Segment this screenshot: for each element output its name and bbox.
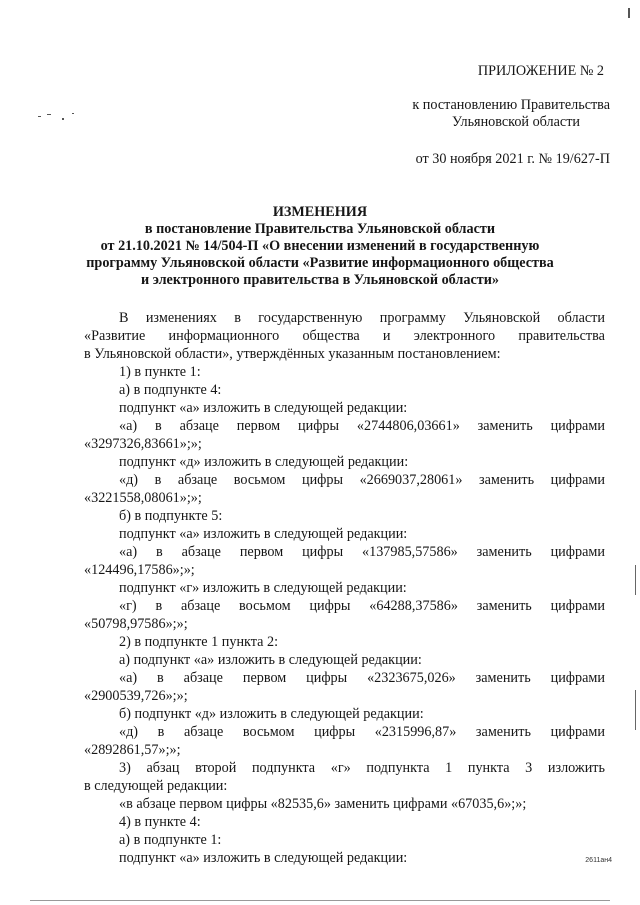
resolution-date-number: от 30 ноября 2021 г. № 19/627-П (415, 151, 610, 167)
scan-speck (38, 116, 41, 117)
word: «137985,57586» (362, 544, 458, 560)
doc-title: ИЗМЕНЕНИЯ (272, 204, 368, 220)
item-2b: б) подпункт «д» изложить в следующей редакции: (119, 706, 424, 722)
doc-subtitle-line1: в постановление Правительства Ульяновской области (144, 221, 496, 237)
word: в (154, 472, 162, 488)
item-3-line2: в следующей редакции: (84, 778, 228, 794)
doc-subtitle-line4: и электронного правительства в Ульяновской области» (140, 272, 500, 288)
item-1a-sub-a-text1 (119, 417, 605, 435)
item-1b-sub-g-text1 (119, 597, 605, 615)
word: «Развитие (84, 328, 146, 344)
word: цифры (309, 598, 351, 614)
item-2: 2) в подпункте 1 пункта 2: (119, 634, 279, 650)
item-1b-sub-g-text2: «50798,97586»;»; (84, 616, 188, 632)
intro-line3: в Ульяновской области», утверждённых указанным постановлением: (84, 346, 501, 362)
word: «64288,37586» (369, 598, 458, 614)
word: и (382, 328, 391, 344)
word: информационного (168, 328, 280, 344)
item-1b-sub-a: подпункт «а» изложить в следующей редакции: (119, 526, 408, 542)
item-1b: б) в подпункте 5: (119, 508, 223, 524)
word: абзац (146, 760, 180, 776)
word: в (157, 724, 165, 740)
word: абзаце (179, 418, 219, 434)
word: цифрами (550, 544, 605, 560)
word: Ульяновской (463, 310, 541, 326)
word: «а) (119, 670, 138, 686)
word: первом (242, 670, 287, 686)
word: изменениях (145, 310, 217, 326)
word: восьмом (233, 472, 286, 488)
word: цифры (298, 418, 340, 434)
item-1b-sub-a-text2: «124496,17586»;»; (84, 562, 195, 578)
word: пункта (467, 760, 510, 776)
word: «г» (330, 760, 351, 776)
item-2a-text2: «2900539,726»;»; (84, 688, 188, 704)
word: цифрами (550, 724, 605, 740)
word: заменить (476, 544, 532, 560)
word: цифры (314, 724, 356, 740)
scan-speck (47, 114, 51, 115)
appendix-label: ПРИЛОЖЕНИЕ № 2 (477, 63, 604, 79)
word: 1 (445, 760, 453, 776)
word: абзаце (181, 544, 221, 560)
word: «д) (119, 724, 139, 740)
word: В (119, 310, 129, 326)
word: «2669037,28061» (359, 472, 463, 488)
item-3-line1 (119, 759, 605, 777)
word: программу (379, 310, 446, 326)
word: восьмом (239, 598, 291, 614)
word: в (155, 598, 163, 614)
intro-line2 (84, 327, 605, 345)
scan-edge-mark (635, 565, 636, 595)
item-1a-sub-a: подпункт «а» изложить в следующей редакции: (119, 400, 408, 416)
word: 3 (525, 760, 533, 776)
footer-code: 2611ан4 (585, 857, 612, 864)
word: абзаце (183, 670, 223, 686)
word: в (155, 418, 162, 434)
word: заменить (475, 670, 531, 686)
item-4: 4) в пункте 4: (119, 814, 201, 830)
item-1a-sub-d-text1 (119, 471, 605, 489)
word: «г) (119, 598, 137, 614)
word: в (157, 670, 164, 686)
item-3-line3: «в абзаце первом цифры «82535,6» заменить цифрами «67035,6»;»; (119, 796, 527, 812)
word: 3) (119, 760, 131, 776)
word: общества (302, 328, 360, 344)
item-1a-sub-d: подпункт «д» изложить в следующей редакции: (119, 454, 409, 470)
word: «2315996,87» (374, 724, 457, 740)
word: «2744806,03661» (356, 418, 460, 434)
word: электронного (413, 328, 496, 344)
word: заменить (477, 418, 533, 434)
item-2a-text1 (119, 669, 605, 687)
doc-subtitle-line2: от 21.10.2021 № 14/504-П «О внесении изменений в государственную (100, 238, 540, 254)
item-1: 1) в пункте 1: (119, 364, 201, 380)
word: правительства (518, 328, 605, 344)
word: «2323675,026» (367, 670, 456, 686)
item-2a: а) подпункт «а» изложить в следующей редакции: (119, 652, 422, 668)
word: области (557, 310, 605, 326)
word: цифры (302, 544, 344, 560)
word: первом (236, 418, 281, 434)
word: «а) (119, 418, 138, 434)
item-2b-text1 (119, 723, 605, 741)
word: цифрами (550, 670, 605, 686)
word: абзаце (177, 472, 218, 488)
scan-bottom-noise (30, 900, 610, 901)
word: второй (195, 760, 237, 776)
doc-subtitle-line3: программу Ульяновской области «Развитие информационного общества (86, 255, 554, 271)
word: «д) (119, 472, 139, 488)
word: «а) (119, 544, 138, 560)
word: государственную (258, 310, 363, 326)
resolution-ref-line1: к постановлению Правительства (412, 97, 610, 113)
item-1a-sub-a-text2: «3297326,83661»;»; (84, 436, 202, 452)
word: в (156, 544, 163, 560)
word: подпункта (366, 760, 430, 776)
item-4a: а) в подпункте 1: (119, 832, 222, 848)
word: цифры (301, 472, 343, 488)
word: абзаце (183, 724, 224, 740)
item-1a: а) в подпункте 4: (119, 382, 222, 398)
word: подпункта (251, 760, 316, 776)
item-4a-sub-a: подпункт «а» изложить в следующей редакции: (119, 850, 408, 866)
word: заменить (476, 598, 532, 614)
item-1b-sub-g: подпункт «г» изложить в следующей редакции: (119, 580, 407, 596)
word: в (234, 310, 241, 326)
intro-line1 (119, 309, 605, 327)
resolution-ref-line2: Ульяновской области (452, 114, 580, 130)
word: цифрами (550, 418, 605, 434)
word: абзаце (180, 598, 221, 614)
word: первом (239, 544, 284, 560)
word: восьмом (242, 724, 295, 740)
word: цифрами (550, 598, 605, 614)
word: цифрами (550, 472, 605, 488)
item-2b-text2: «2892861,57»;»; (84, 742, 181, 758)
scan-speck (628, 8, 630, 18)
scan-speck (72, 113, 74, 114)
item-1a-sub-d-text2: «3221558,08061»;»; (84, 490, 202, 506)
word: изложить (547, 760, 605, 776)
scan-speck (62, 118, 64, 120)
word: заменить (475, 724, 531, 740)
word: заменить (479, 472, 535, 488)
word: цифры (306, 670, 348, 686)
item-1b-sub-a-text1 (119, 543, 605, 561)
scan-edge-mark (635, 690, 636, 730)
